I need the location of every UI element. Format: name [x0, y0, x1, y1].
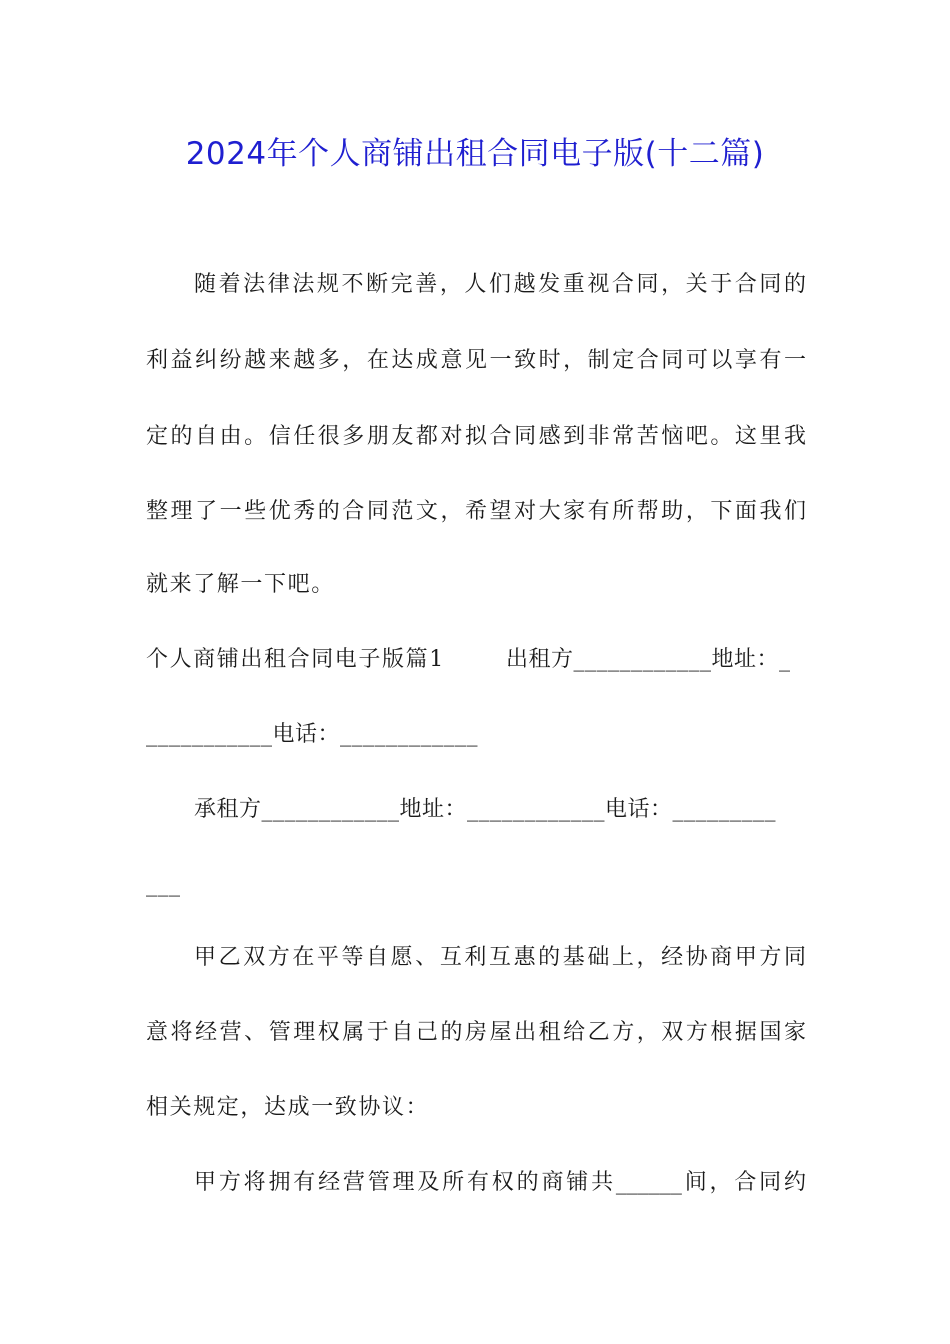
- lessee-line-2: ___: [146, 872, 181, 897]
- clause-line-1: 甲方将拥有经营管理及所有权的商铺共______间，合同约: [194, 1170, 806, 1195]
- intro-line-2: 利益纠纷越来越多，在达成意见一致时，制定合同可以享有一: [146, 348, 806, 373]
- document-title: 2024年个人商铺出租合同电子版(十二篇): [185, 136, 765, 172]
- intro-line-1: 随着法律法规不断完善，人们越发重视合同，关于合同的: [194, 272, 806, 297]
- body-line-1: 甲乙双方在平等自愿、互利互惠的基础上，经协商甲方同: [194, 945, 806, 970]
- lessor-line-1: 出租方____________地址：_: [506, 647, 791, 672]
- section-heading: 个人商铺出租合同电子版篇1: [146, 647, 445, 672]
- intro-line-5: 就来了解一下吧。: [146, 572, 335, 597]
- body-line-2: 意将经营、管理权属于自己的房屋出租给乙方，双方根据国家: [146, 1020, 806, 1045]
- lessor-line-2: ___________电话：____________: [146, 722, 479, 747]
- intro-line-4: 整理了一些优秀的合同范文，希望对大家有所帮助，下面我们: [146, 499, 806, 524]
- intro-line-3: 定的自由。信任很多朋友都对拟合同感到非常苦恼吧。这里我: [146, 424, 806, 449]
- lessee-line-1: 承租方____________地址：____________电话：_________: [194, 797, 777, 822]
- body-line-3: 相关规定，达成一致协议：: [146, 1095, 430, 1120]
